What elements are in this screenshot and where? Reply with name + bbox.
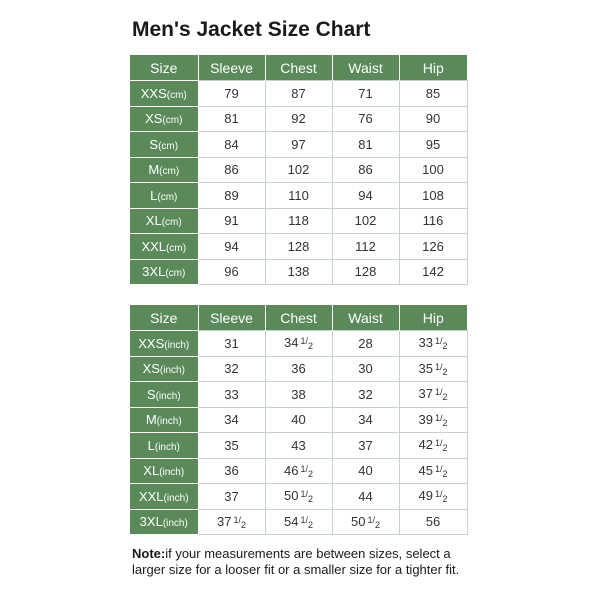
waist-cell: 32 xyxy=(332,382,399,408)
hip-cell: 35 1/2 xyxy=(399,356,467,382)
size-cell: L(cm) xyxy=(130,183,198,209)
fraction: 1/2 xyxy=(434,336,448,352)
sleeve-cell: 91 xyxy=(198,208,265,234)
size-cell: XXS(cm) xyxy=(130,81,198,107)
header-sleeve: Sleeve xyxy=(198,55,265,81)
size-cell: 3XL(inch) xyxy=(130,509,198,535)
note-label: Note: xyxy=(132,546,166,561)
chest-cell: 40 xyxy=(265,407,332,433)
table-row xyxy=(130,132,467,158)
sleeve-cell: 36 xyxy=(198,458,265,484)
header-chest: Chest xyxy=(265,305,332,331)
sleeve-cell: 79 xyxy=(198,81,265,107)
chart-title: Men's Jacket Size Chart xyxy=(132,18,371,41)
chest-cell: 38 xyxy=(265,382,332,408)
sleeve-cell: 96 xyxy=(198,259,265,285)
hip-cell: 100 xyxy=(399,157,467,183)
table-row xyxy=(130,259,467,285)
sleeve-cell: 84 xyxy=(198,132,265,158)
waist-cell: 76 xyxy=(332,106,399,132)
sleeve-cell: 31 xyxy=(198,331,265,357)
chest-cell: 36 xyxy=(265,356,332,382)
sleeve-cell: 32 xyxy=(198,356,265,382)
hip-cell: 39 1/2 xyxy=(399,407,467,433)
fraction: 1/2 xyxy=(434,412,448,428)
table-row xyxy=(130,458,467,484)
header-size: Size xyxy=(130,305,198,331)
fraction: 1/2 xyxy=(300,514,313,530)
hip-cell: 42 1/2 xyxy=(399,433,467,459)
size-cell: M(cm) xyxy=(130,157,198,183)
table-row xyxy=(130,106,467,132)
size-cell: XXL(inch) xyxy=(130,484,198,510)
waist-cell: 102 xyxy=(332,208,399,234)
table-row xyxy=(130,407,467,433)
table-row xyxy=(130,331,467,357)
size-cell: XXL(cm) xyxy=(130,234,198,260)
waist-cell: 28 xyxy=(332,331,399,357)
chest-cell: 138 xyxy=(265,259,332,285)
hip-cell: 108 xyxy=(399,183,467,209)
table-row xyxy=(130,208,467,234)
hip-cell: 33 1/2 xyxy=(399,331,467,357)
size-cell: XS(cm) xyxy=(130,106,198,132)
sleeve-cell: 89 xyxy=(198,183,265,209)
sleeve-cell: 34 xyxy=(198,407,265,433)
waist-cell: 50 1/2 xyxy=(332,509,399,535)
fraction: 1/2 xyxy=(367,514,380,530)
chest-cell: 118 xyxy=(265,208,332,234)
cm-size-table xyxy=(130,55,468,285)
table-row xyxy=(130,382,467,408)
hip-cell: 37 1/2 xyxy=(399,382,467,408)
hip-cell: 85 xyxy=(399,81,467,107)
header-chest: Chest xyxy=(265,55,332,81)
sleeve-cell: 35 xyxy=(198,433,265,459)
sleeve-cell: 94 xyxy=(198,234,265,260)
inch-size-table xyxy=(130,305,468,535)
table-header-row xyxy=(130,55,467,81)
waist-cell: 30 xyxy=(332,356,399,382)
waist-cell: 40 xyxy=(332,458,399,484)
chest-cell: 54 1/2 xyxy=(265,509,332,535)
fraction: 1/2 xyxy=(434,438,448,454)
table-row xyxy=(130,183,467,209)
hip-cell: 116 xyxy=(399,208,467,234)
sleeve-cell: 37 xyxy=(198,484,265,510)
fraction: 1/2 xyxy=(300,489,313,505)
hip-cell: 142 xyxy=(399,259,467,285)
header-size: Size xyxy=(130,55,198,81)
table-row xyxy=(130,509,467,535)
header-waist: Waist xyxy=(332,305,399,331)
chest-cell: 43 xyxy=(265,433,332,459)
fraction: 1/2 xyxy=(300,336,313,352)
size-cell: L(inch) xyxy=(130,433,198,459)
fraction: 1/2 xyxy=(434,489,448,505)
header-hip: Hip xyxy=(399,55,467,81)
size-cell: XL(cm) xyxy=(130,208,198,234)
chest-cell: 87 xyxy=(265,81,332,107)
size-cell: 3XL(cm) xyxy=(130,259,198,285)
hip-cell: 90 xyxy=(399,106,467,132)
waist-cell: 112 xyxy=(332,234,399,260)
waist-cell: 34 xyxy=(332,407,399,433)
waist-cell: 86 xyxy=(332,157,399,183)
table-row xyxy=(130,234,467,260)
sleeve-cell: 33 xyxy=(198,382,265,408)
sleeve-cell: 86 xyxy=(198,157,265,183)
chest-cell: 46 1/2 xyxy=(265,458,332,484)
fraction: 1/2 xyxy=(300,463,313,479)
chest-cell: 50 1/2 xyxy=(265,484,332,510)
fraction: 1/2 xyxy=(233,514,246,530)
header-waist: Waist xyxy=(332,55,399,81)
fraction: 1/2 xyxy=(434,387,448,403)
table-row xyxy=(130,157,467,183)
waist-cell: 128 xyxy=(332,259,399,285)
note-text: if your measurements are between sizes, select a larger size for a looser fit or a smaller size for a tighter fit. xyxy=(132,546,460,577)
size-cell: XXS(inch) xyxy=(130,331,198,357)
fraction: 1/2 xyxy=(434,463,448,479)
size-cell: XL(inch) xyxy=(130,458,198,484)
table-header-row xyxy=(130,305,467,331)
table-row xyxy=(130,484,467,510)
waist-cell: 94 xyxy=(332,183,399,209)
size-cell: S(inch) xyxy=(130,382,198,408)
fraction: 1/2 xyxy=(434,361,448,377)
sleeve-cell: 81 xyxy=(198,106,265,132)
chest-cell: 128 xyxy=(265,234,332,260)
table-row xyxy=(130,433,467,459)
table-row xyxy=(130,356,467,382)
chest-cell: 97 xyxy=(265,132,332,158)
sleeve-cell: 37 1/2 xyxy=(198,509,265,535)
hip-cell: 126 xyxy=(399,234,467,260)
waist-cell: 71 xyxy=(332,81,399,107)
chest-cell: 34 1/2 xyxy=(265,331,332,357)
size-cell: S(cm) xyxy=(130,132,198,158)
header-sleeve: Sleeve xyxy=(198,305,265,331)
chest-cell: 102 xyxy=(265,157,332,183)
size-cell: XS(inch) xyxy=(130,356,198,382)
hip-cell: 95 xyxy=(399,132,467,158)
size-cell: M(inch) xyxy=(130,407,198,433)
waist-cell: 81 xyxy=(332,132,399,158)
hip-cell: 45 1/2 xyxy=(399,458,467,484)
hip-cell: 49 1/2 xyxy=(399,484,467,510)
waist-cell: 37 xyxy=(332,433,399,459)
chest-cell: 92 xyxy=(265,106,332,132)
chest-cell: 110 xyxy=(265,183,332,209)
size-note xyxy=(132,546,482,578)
table-row xyxy=(130,81,467,107)
header-hip: Hip xyxy=(399,305,467,331)
hip-cell: 56 xyxy=(399,509,467,535)
waist-cell: 44 xyxy=(332,484,399,510)
